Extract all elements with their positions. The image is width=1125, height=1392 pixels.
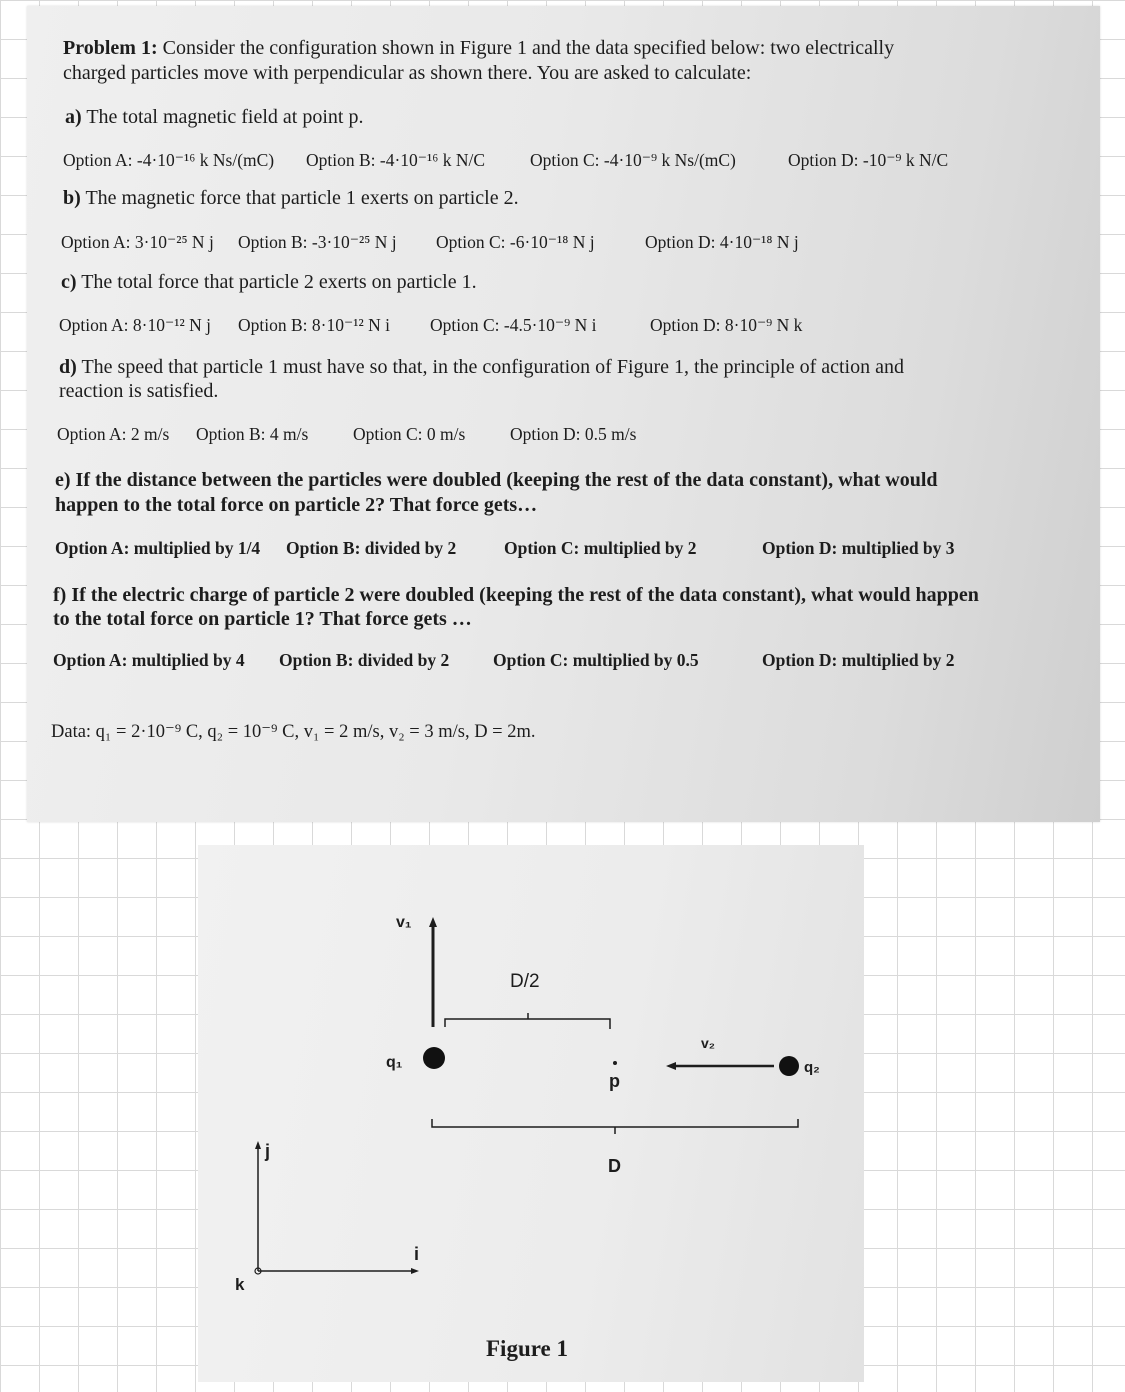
option-f-C: Option C: multiplied by 0.5	[493, 650, 699, 670]
question-b-label: b)	[63, 187, 81, 209]
v2-label: v₂	[701, 1035, 716, 1051]
question-c-text: The total force that particle 2 exerts on particle 1.	[81, 271, 477, 293]
problem-intro-line-2: charged particles move with perpendicular as shown there. You are asked to calculate:	[63, 62, 752, 84]
k-axis-label: k	[235, 1275, 245, 1294]
question-d-label: d)	[59, 356, 77, 378]
figure-diagram	[198, 845, 864, 1382]
question-c	[61, 270, 477, 294]
q2-particle	[779, 1056, 799, 1076]
option-a-D: Option D: -10⁻⁹ k N/C	[788, 150, 949, 170]
j-arrowhead	[255, 1141, 261, 1149]
option-c-D: Option D: 8·10⁻⁹ N k	[650, 315, 803, 335]
option-f-B: Option B: divided by 2	[279, 650, 450, 670]
question-f-text-2: to the total force on particle 1? That force gets …	[53, 608, 472, 630]
option-b-C: Option C: -6·10⁻¹⁸ N j	[436, 232, 595, 252]
q1-label: q₁	[386, 1054, 403, 1071]
question-e-text-2: happen to the total force on particle 2? That force gets…	[55, 494, 538, 516]
point-p-label: p	[609, 1071, 620, 1091]
question-b	[63, 186, 519, 210]
option-e-D: Option D: multiplied by 3	[762, 538, 955, 558]
problem-intro-line-1	[63, 36, 894, 60]
option-f-A: Option A: multiplied by 4	[53, 650, 245, 670]
half-distance-label: D/2	[510, 971, 540, 992]
question-a	[65, 105, 363, 129]
option-a-A: Option A: -4·10⁻¹⁶ k Ns/(mC)	[63, 150, 275, 170]
option-b-B: Option B: -3·10⁻²⁵ N j	[238, 232, 397, 252]
option-a-C: Option C: -4·10⁻⁹ k Ns/(mC)	[530, 150, 736, 170]
figure-caption: Figure 1	[486, 1336, 568, 1361]
option-b-A: Option A: 3·10⁻²⁵ N j	[61, 232, 214, 252]
option-e-A: Option A: multiplied by 1/4	[55, 538, 261, 558]
i-arrowhead	[411, 1268, 419, 1274]
data-line: Data: q₁ = 2·10⁻⁹ C, q₂ = 10⁻⁹ C, v₁ = 2 m/s, v₂ = 3 m/s, D = 2m.	[51, 722, 536, 742]
option-e-B: Option B: divided by 2	[286, 538, 457, 558]
option-d-C: Option C: 0 m/s	[353, 424, 466, 444]
question-c-label: c)	[61, 271, 77, 293]
question-e-text-1: If the distance between the particles were doubled (keeping the rest of the data constant), what would	[75, 469, 938, 491]
option-f-D: Option D: multiplied by 2	[762, 650, 955, 670]
question-a-text: The total magnetic field at point p.	[86, 106, 364, 128]
question-f-text-1: If the electric charge of particle 2 were doubled (keeping the rest of the data constant), what would happen	[71, 584, 979, 606]
q2-label: q₂	[804, 1059, 820, 1076]
q1-particle	[423, 1047, 445, 1069]
option-c-C: Option C: -4.5·10⁻⁹ N i	[430, 315, 597, 335]
question-d-text-1: The speed that particle 1 must have so that, in the configuration of Figure 1, the principle of action and	[81, 356, 904, 378]
option-d-D: Option D: 0.5 m/s	[510, 424, 637, 444]
question-d-text-2: reaction is satisfied.	[59, 380, 219, 402]
problem-title: Problem 1:	[63, 37, 158, 59]
j-axis-label: j	[265, 1141, 271, 1161]
problem-intro-1: Consider the configuration shown in Figure 1 and the data specified below: two electrically	[162, 37, 895, 59]
v1-label: v₁	[396, 914, 412, 931]
option-c-B: Option B: 8·10⁻¹² N i	[238, 315, 390, 335]
distance-bracket	[432, 1119, 798, 1127]
v1-arrowhead	[429, 917, 437, 927]
point-p-dot	[613, 1061, 617, 1065]
question-d-line-1	[59, 355, 904, 379]
i-axis-label: i	[414, 1244, 420, 1264]
figure-photo	[198, 845, 864, 1382]
option-d-B: Option B: 4 m/s	[196, 424, 309, 444]
option-d-A: Option A: 2 m/s	[57, 424, 170, 444]
question-f-line-1	[53, 583, 979, 607]
question-e-label: e)	[55, 469, 71, 491]
option-c-A: Option A: 8·10⁻¹² N j	[59, 315, 211, 335]
option-b-D: Option D: 4·10⁻¹⁸ N j	[645, 232, 799, 252]
question-f-label: f)	[53, 584, 67, 606]
question-b-text: The magnetic force that particle 1 exerts on particle 2.	[85, 187, 519, 209]
problem-photo	[27, 6, 1100, 822]
option-a-B: Option B: -4·10⁻¹⁶ k N/C	[306, 150, 486, 170]
distance-label: D	[608, 1156, 621, 1176]
question-a-label: a)	[65, 106, 82, 128]
v2-arrowhead	[666, 1062, 676, 1070]
question-e-line-1	[55, 468, 938, 492]
option-e-C: Option C: multiplied by 2	[504, 538, 697, 558]
half-distance-bracket	[445, 1019, 610, 1029]
